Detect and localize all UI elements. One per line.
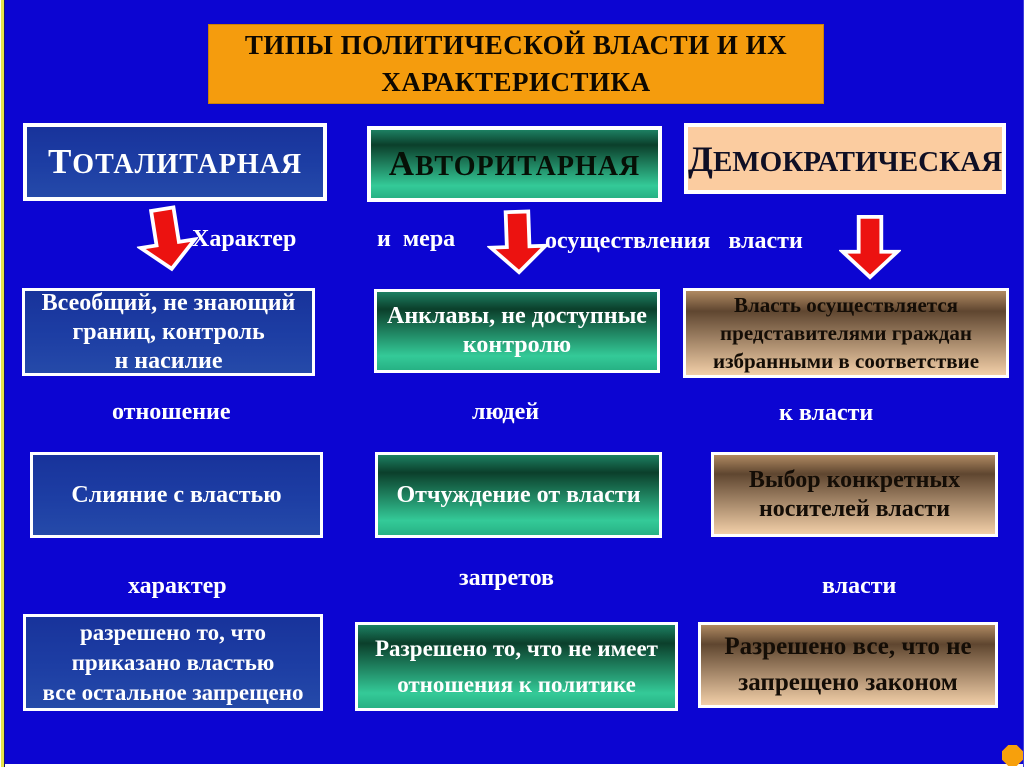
column-header-totalitarian-label: ТОТАЛИТАРНАЯ	[47, 142, 303, 181]
down-arrow-icon	[839, 214, 901, 280]
cell-totalitarian-attitude: Слияние с властью	[30, 452, 323, 538]
caption-and-measure: и мера	[377, 226, 456, 252]
left-dark-line	[4, 0, 5, 767]
caption-character: Характер	[192, 226, 297, 252]
column-header-authoritarian	[367, 126, 662, 202]
caption-of-power: власти	[822, 573, 897, 599]
cell-democratic-character: Власть осуществляется представителями граждан избранными в соответствие	[683, 288, 1009, 378]
caption-attitude: отношение	[112, 399, 231, 425]
caption-of-prohibitions: запретов	[459, 565, 554, 591]
column-header-democratic	[684, 123, 1006, 194]
column-header-democratic-label: ДЕМОКРАТИЧЕСКАЯ	[688, 138, 1003, 179]
column-header-authoritarian-label: АВТОРИТАРНАЯ	[388, 144, 641, 183]
column-header-totalitarian	[23, 123, 327, 201]
slide-title: ТИПЫ ПОЛИТИЧЕСКОЙ ВЛАСТИ И ИХ ХАРАКТЕРИСТИКА	[208, 24, 824, 104]
caption-of-people: людей	[472, 399, 540, 425]
caption-to-power: к власти	[779, 400, 874, 426]
cell-authoritarian-prohibitions: Разрешено то, что не имеет отношения к политике	[355, 622, 678, 711]
cell-authoritarian-character: Анклавы, не доступные контролю	[374, 289, 660, 373]
down-arrow-icon	[486, 208, 550, 276]
caption-exercise-of-power: осуществления власти	[545, 228, 803, 254]
caption-nature: характер	[128, 573, 227, 599]
cell-democratic-prohibitions: Разрешено все, что не запрещено законом	[698, 622, 998, 708]
cell-totalitarian-prohibitions: разрешено то, что приказано властью все остальное запрещено	[23, 614, 323, 711]
cell-authoritarian-attitude: Отчуждение от власти	[375, 452, 662, 538]
slide-action-button[interactable]	[1002, 745, 1023, 766]
cell-democratic-attitude: Выбор конкретных носителей власти	[711, 452, 998, 537]
cell-totalitarian-character: Всеобщий, не знающий границ, контроль н насилие	[22, 288, 315, 376]
